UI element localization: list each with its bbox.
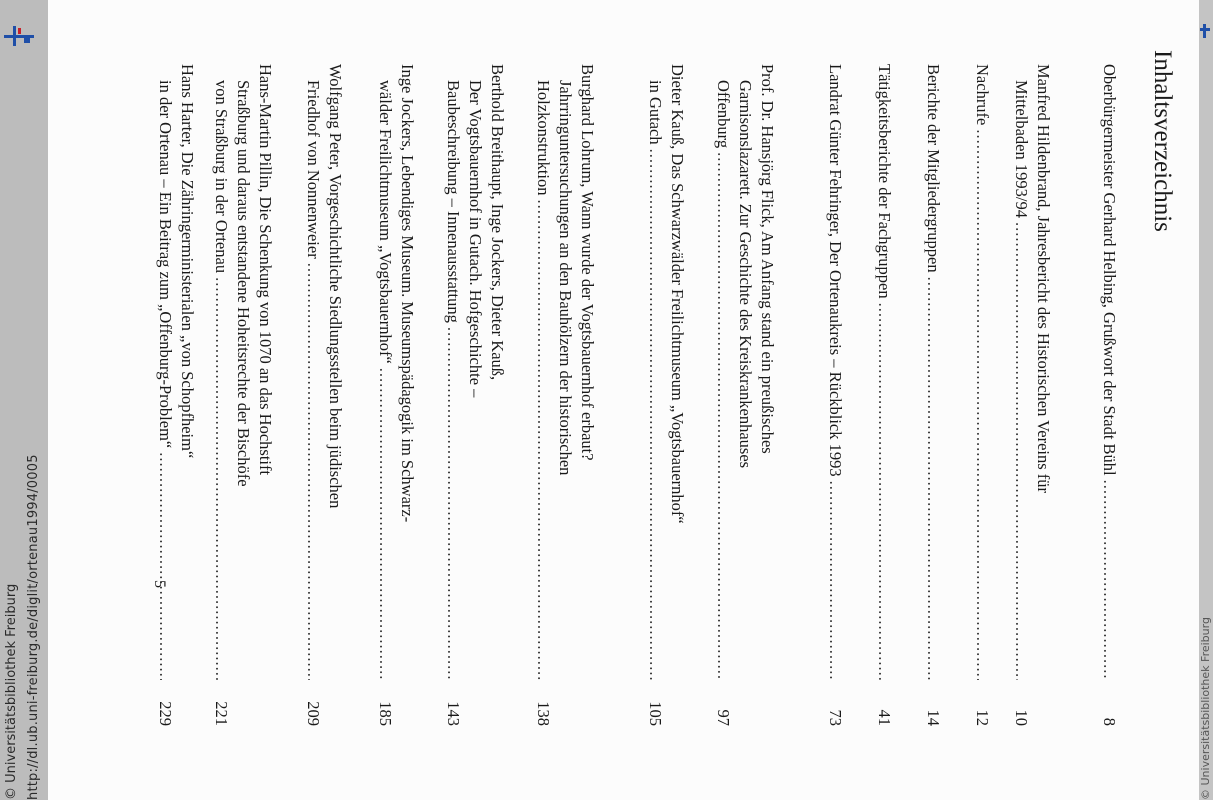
toc-page-number: 8 bbox=[1100, 717, 1119, 726]
toc-entry-text: Mittelbaden 1993/94 bbox=[1012, 80, 1031, 218]
toc-entry-text: Garnisonslazarett. Zur Geschichte des Kreiskrankenhauses bbox=[736, 80, 755, 469]
toc-entry-continuation bbox=[232, 64, 254, 684]
copyright-notice: © Universitätsbibliothek Freiburg bbox=[4, 583, 19, 800]
toc-entry-continuation bbox=[442, 64, 464, 684]
toc-page-number: 10 bbox=[1012, 709, 1031, 726]
toc-entry-continuation bbox=[302, 64, 324, 684]
page-title: Inhaltsverzeichnis bbox=[1149, 50, 1176, 232]
toc-page-number: 229 bbox=[156, 701, 175, 726]
toc-entry bbox=[154, 64, 198, 684]
toc-entry bbox=[873, 64, 895, 684]
toc-page-number: 73 bbox=[826, 709, 845, 726]
toc-leader-dots bbox=[210, 277, 232, 680]
toc-entry-text: Holzkonstruktion bbox=[534, 80, 553, 196]
toc-leader-dots bbox=[532, 200, 554, 681]
toc-entry bbox=[302, 64, 346, 684]
toc-entry-text: Hans Harter, Die Zähringerministerialen „von Schopfheim“ bbox=[178, 64, 197, 459]
toc-page-number: 185 bbox=[376, 701, 395, 726]
toc-entry-text: Landrat Günter Fehringer, Der Ortenaukreis – Rückblick 1993 bbox=[826, 64, 845, 477]
right-margin-copyright: © Universitätsbibliothek Freiburg bbox=[1199, 617, 1212, 800]
toc-leader-dots bbox=[1010, 222, 1032, 680]
toc-leader-dots bbox=[873, 303, 895, 680]
scanned-page bbox=[48, 0, 1199, 800]
toc-entry-continuation bbox=[1010, 64, 1032, 684]
toc-entry bbox=[1010, 64, 1054, 684]
toc-entry-text: Offenburg bbox=[714, 80, 733, 149]
toc-entry-text: Manfred Hildenbrand, Jahresbericht des Historischen Vereins für bbox=[1034, 64, 1053, 494]
toc-entry-line bbox=[922, 64, 944, 684]
toc-entry-text: Hans-Martin Pillin, Die Schenkung von 1070 an das Hochstift bbox=[256, 64, 275, 476]
toc-entry-text: von Straßburg in der Ortenau bbox=[212, 80, 231, 274]
toc-entry-text: Berichte der Mitgliedergruppen bbox=[924, 64, 943, 273]
toc-frame bbox=[128, 0, 1188, 800]
toc-entry-text: Baubeschreibung – Innenausstattung bbox=[444, 80, 463, 323]
toc-entry-line bbox=[486, 64, 508, 684]
toc-page-number: 41 bbox=[875, 709, 894, 726]
toc-leader-dots bbox=[712, 152, 734, 680]
toc-leader-dots bbox=[1098, 480, 1120, 680]
toc-entry bbox=[210, 64, 276, 684]
toc-entry-text: Burghard Lohrum, Wann wurde der Vogtsbauernhof erbaut? bbox=[578, 64, 597, 461]
toc-entry-text: Jahrringuntersuchungen an den Bauhölzern der historischen bbox=[556, 80, 575, 476]
toc-entry-text: Berthold Breithaupt, Inge Jockers, Dieter Kauß, bbox=[488, 64, 507, 381]
toc-entry-line bbox=[666, 64, 688, 684]
toc-entry-continuation bbox=[712, 64, 734, 684]
toc-entry-text: in Gutach bbox=[646, 80, 665, 145]
toc-page-number: 105 bbox=[646, 701, 665, 726]
toc-entry-line bbox=[873, 64, 895, 684]
toc-entry-text: Friedhof von Nonnenweier bbox=[304, 80, 323, 259]
toc-entry-continuation bbox=[532, 64, 554, 684]
library-logo-right-icon bbox=[1200, 24, 1210, 38]
toc-page-number: 221 bbox=[212, 701, 231, 726]
toc-entry-text: Inge Jockers, Lebendiges Museum. Museumspädagogik im Schwarz- bbox=[398, 64, 417, 523]
page-number: 5 bbox=[151, 580, 168, 588]
toc-entry-line bbox=[971, 64, 993, 684]
toc-leader-dots bbox=[971, 129, 993, 680]
toc-entry bbox=[824, 64, 846, 684]
toc-entry-continuation bbox=[734, 64, 756, 684]
toc-entry bbox=[971, 64, 993, 684]
toc-entry-text: in der Ortenau – Ein Beitrag zum „Offenburg-Problem“ bbox=[156, 80, 175, 449]
toc-entry bbox=[644, 64, 688, 684]
toc-entry-text: wälder Freilichtmuseum „Vogtsbauernhof“ bbox=[376, 80, 395, 364]
source-url-link[interactable]: http://dl.ub.uni-freiburg.de/diglit/ortenau1994/0005 bbox=[26, 454, 41, 800]
toc-leader-dots bbox=[374, 368, 396, 680]
toc-page-number: 209 bbox=[304, 701, 323, 726]
toc-entry-line bbox=[176, 64, 198, 684]
toc-entry bbox=[712, 64, 778, 684]
toc-entry-line bbox=[1032, 64, 1054, 684]
toc-leader-dots bbox=[442, 327, 464, 680]
toc-page-number: 143 bbox=[444, 701, 463, 726]
toc-entry-line bbox=[824, 64, 846, 684]
toc-page-number: 14 bbox=[924, 709, 943, 726]
toc-entry-text: Prof. Dr. Hansjörg Flick, Am Anfang stand ein preußisches bbox=[758, 64, 777, 454]
toc-entry-continuation bbox=[554, 64, 576, 684]
toc-entry bbox=[374, 64, 418, 684]
toc-entry-text: Oberbürgermeister Gerhard Helbing, Grußwort der Stadt Bühl bbox=[1100, 64, 1119, 476]
toc-page-number: 12 bbox=[973, 709, 992, 726]
toc-entry-continuation bbox=[464, 64, 486, 684]
toc-entry-continuation bbox=[644, 64, 666, 684]
toc-entry-line bbox=[756, 64, 778, 684]
toc-entry-continuation bbox=[154, 64, 176, 684]
toc-entry-line bbox=[396, 64, 418, 684]
toc-entry-text: Straßburg und daraus entstandene Hoheitsrechte der Bischöfe bbox=[234, 80, 253, 487]
toc-entry-continuation bbox=[210, 64, 232, 684]
toc-entry-line bbox=[254, 64, 276, 684]
toc-entry bbox=[442, 64, 508, 684]
toc-leader-dots bbox=[644, 149, 666, 680]
toc-page-number: 138 bbox=[534, 701, 553, 726]
toc-leader-dots bbox=[922, 277, 944, 680]
toc-entry-text: Dieter Kauß, Das Schwarzwälder Freilichtmuseum „Vogtsbauernhof“ bbox=[668, 64, 687, 524]
toc-entry-line bbox=[324, 64, 346, 684]
toc-entry-text: Wolfgang Peter, Vorgeschichtliche Siedlungsstellen beim jüdischen bbox=[326, 64, 345, 509]
toc-entry-continuation bbox=[374, 64, 396, 684]
toc-entry-text: Nachrufe bbox=[973, 64, 992, 126]
toc-entry bbox=[532, 64, 598, 684]
toc-entry-line bbox=[576, 64, 598, 684]
toc-entry-line bbox=[1098, 64, 1120, 684]
toc-entry-text: Der Vogtsbauernhof in Gutach. Hofgeschichte – bbox=[466, 80, 485, 398]
toc-leader-dots bbox=[302, 263, 324, 680]
toc-leader-dots bbox=[154, 452, 176, 680]
toc-entry-text: Tätigkeitsberichte der Fachgruppen bbox=[875, 64, 894, 299]
toc-entry bbox=[1098, 64, 1120, 684]
toc-entry bbox=[922, 64, 944, 684]
library-logo-icon bbox=[4, 26, 34, 46]
toc-leader-dots bbox=[824, 481, 846, 680]
toc-page-number: 97 bbox=[714, 709, 733, 726]
